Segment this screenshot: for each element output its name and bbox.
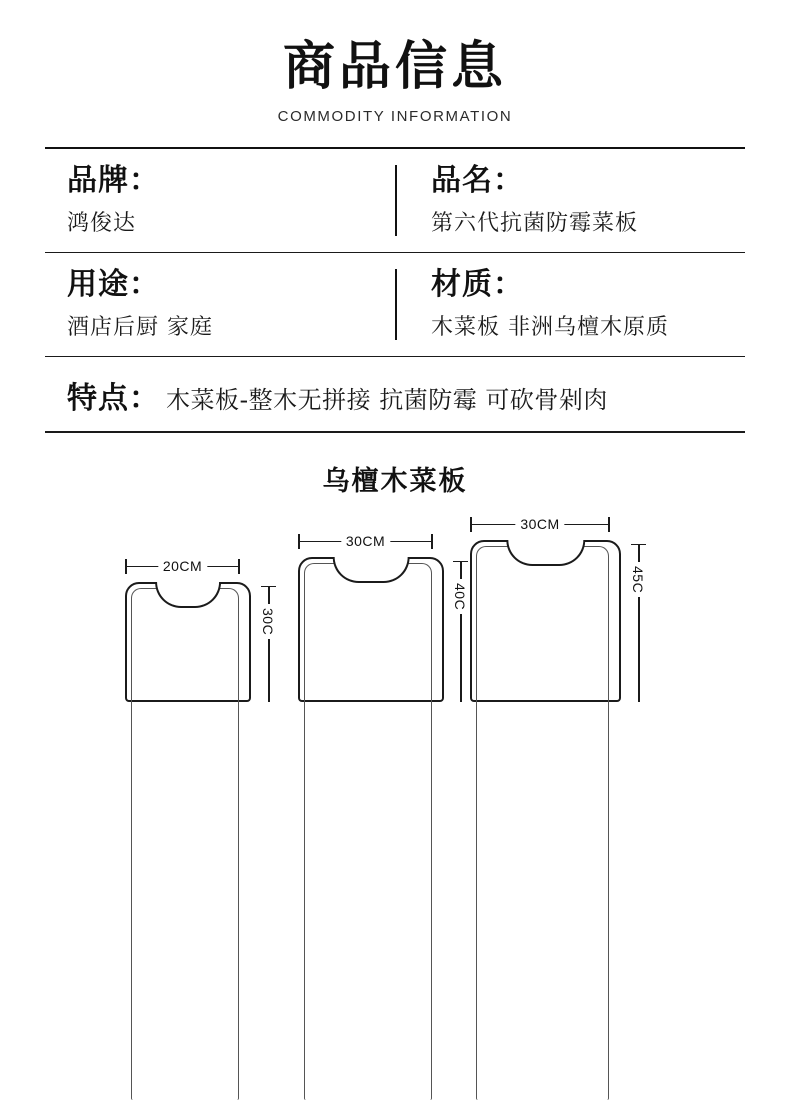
board-1-width-dimension	[125, 557, 240, 574]
board-3-height-dimension	[630, 544, 646, 702]
feature-value: 木菜板-整木无拼接 抗菌防霉 可砍骨剁肉	[166, 386, 608, 415]
product-name-value: 第六代抗菌防霉菜板	[431, 211, 639, 237]
board-1-inner-outline	[131, 588, 239, 1100]
board-3-inner-outline	[476, 546, 609, 1100]
board-2-inner-outline	[304, 563, 432, 1100]
diagram-title: 乌檀木菜板	[322, 465, 468, 497]
board-2-height-dimension	[452, 561, 468, 702]
board-1-height-label: 30C	[260, 604, 276, 639]
material-label: 材质：	[431, 267, 524, 303]
info-cell-usage	[45, 267, 395, 341]
page-title: 商品信息	[282, 37, 507, 97]
board-2	[298, 557, 444, 702]
board-1-width-label: 20CM	[158, 558, 207, 574]
feature-label: 特点：	[67, 381, 160, 417]
info-row-usage-material	[45, 253, 745, 355]
dimension-diagram	[0, 459, 790, 689]
column-divider	[395, 269, 397, 339]
board-3-width-dimension	[470, 515, 610, 532]
board-1	[125, 582, 251, 702]
info-cell-product-name	[395, 163, 745, 237]
info-row-feature	[45, 357, 745, 431]
product-name-label: 品名：	[431, 163, 524, 199]
page-subtitle: COMMODITY INFORMATION	[277, 108, 513, 126]
usage-label: 用途：	[67, 267, 160, 303]
material-value: 木菜板 非洲乌檀木原质	[431, 315, 669, 341]
board-1-height-dimension	[260, 586, 276, 702]
board-3	[470, 540, 621, 702]
page-header	[0, 0, 790, 125]
column-divider	[395, 165, 397, 235]
info-table	[45, 147, 745, 432]
divider-bottom	[45, 431, 745, 433]
board-3-height-label: 45C	[630, 562, 646, 597]
usage-value: 酒店后厨 家庭	[67, 315, 213, 341]
board-2-width-dimension	[298, 532, 433, 549]
board-2-height-label: 40C	[452, 579, 468, 614]
board-2-width-label: 30CM	[341, 533, 390, 549]
brand-value: 鸿俊达	[67, 211, 137, 237]
board-3-width-label: 30CM	[515, 516, 564, 532]
info-cell-brand	[45, 163, 395, 237]
info-row-brand-product	[45, 149, 745, 251]
brand-label: 品牌：	[67, 163, 160, 199]
board-illustrations	[0, 516, 790, 696]
info-cell-material	[395, 267, 745, 341]
